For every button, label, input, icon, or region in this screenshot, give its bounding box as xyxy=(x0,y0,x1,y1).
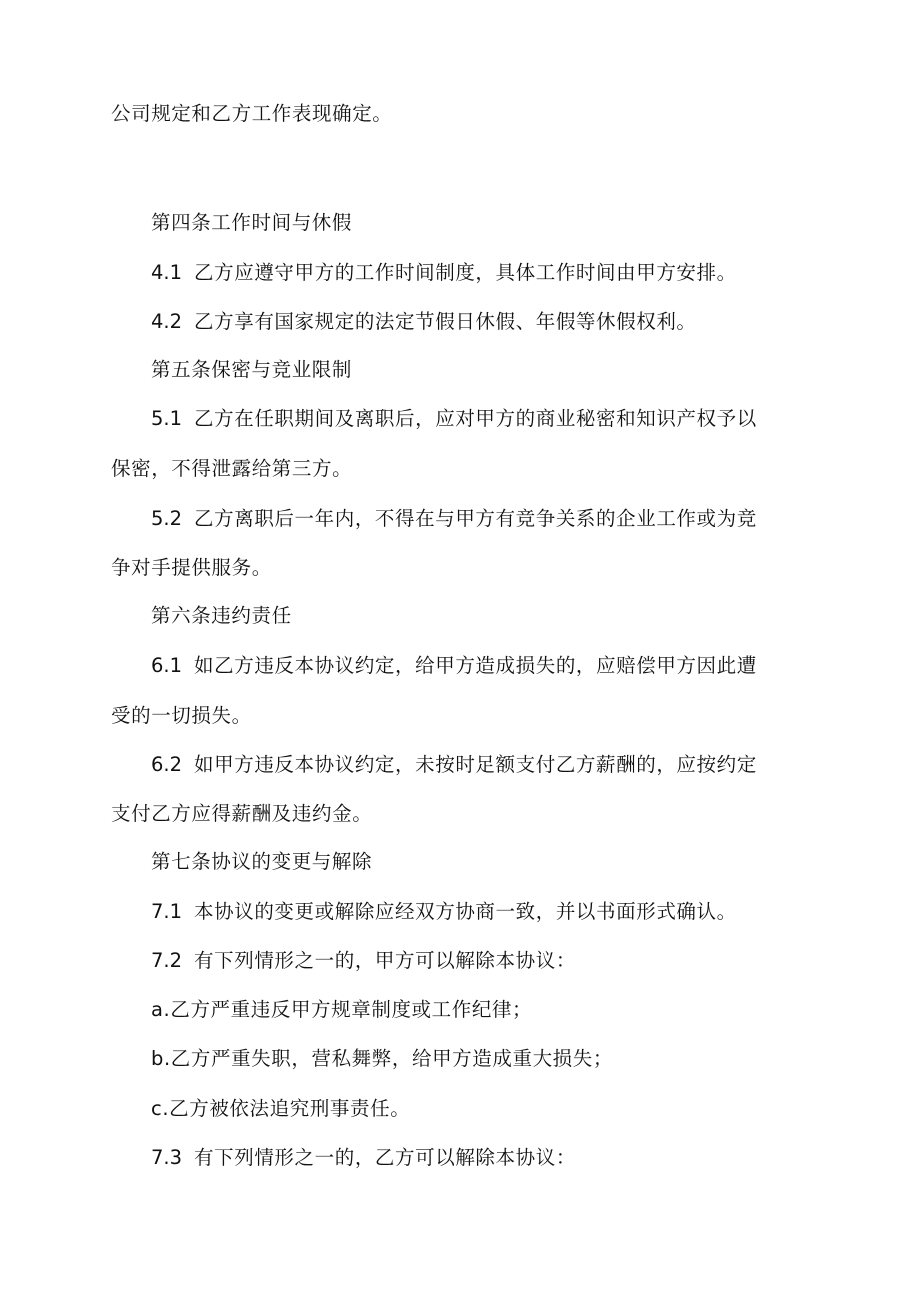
article-4-title xyxy=(151,210,352,236)
clause-number: 5.1 xyxy=(151,407,183,430)
text: 公司规定和乙方工作表现确定。 xyxy=(111,102,393,125)
text: 争对手提供服务。 xyxy=(111,556,272,579)
clause-text: 乙方在任职期间及离职后，应对甲方的商业秘密和知识产权予以 xyxy=(194,407,757,430)
clause-number: 6.2 xyxy=(151,753,183,776)
article-7-title xyxy=(151,849,372,875)
clause-7-1 xyxy=(151,899,737,925)
clause-6-1 xyxy=(151,653,757,679)
clause-6-2 xyxy=(151,752,757,778)
article-5-title xyxy=(151,357,352,383)
clause-number: 7.2 xyxy=(151,949,183,972)
text: b.乙方严重失职，营私舞弊，给甲方造成重大损失； xyxy=(151,1047,613,1070)
clause-text: 如乙方违反本协议约定，给甲方造成损失的，应赔偿甲方因此遭 xyxy=(194,654,757,677)
text: 保密，不得泄露给第三方。 xyxy=(111,457,353,480)
clause-number: 4.1 xyxy=(151,261,183,284)
clause-7-2-item-a xyxy=(151,997,532,1023)
clause-text: 有下列情形之一的，甲方可以解除本协议： xyxy=(194,949,576,972)
text: 第四条工作时间与休假 xyxy=(151,211,353,234)
text: 支付乙方应得薪酬及违约金。 xyxy=(111,802,373,825)
clause-5-2-continuation xyxy=(111,555,272,581)
clause-text: 有下列情形之一的，乙方可以解除本协议： xyxy=(194,1146,576,1169)
clause-7-2-item-c xyxy=(151,1096,410,1122)
clause-4-2 xyxy=(151,309,697,335)
article-6-title xyxy=(151,603,292,629)
clause-text: 乙方离职后一年内，不得在与甲方有竞争关系的企业工作或为竞 xyxy=(194,507,757,530)
text: 第六条违约责任 xyxy=(151,604,292,627)
clause-7-2-item-b xyxy=(151,1046,613,1072)
clause-number: 5.2 xyxy=(151,507,183,530)
clause-text: 本协议的变更或解除应经双方协商一致，并以书面形式确认。 xyxy=(194,900,737,923)
clause-number: 7.3 xyxy=(151,1146,183,1169)
text: 第七条协议的变更与解除 xyxy=(151,850,373,873)
clause-7-3 xyxy=(151,1145,576,1171)
clause-5-1 xyxy=(151,406,757,432)
clause-text: 如甲方违反本协议约定，未按时足额支付乙方薪酬的，应按约定 xyxy=(194,753,757,776)
clause-7-2 xyxy=(151,948,576,974)
clause-number: 7.1 xyxy=(151,900,183,923)
text: 第五条保密与竞业限制 xyxy=(151,358,353,381)
clause-5-1-continuation xyxy=(111,456,352,482)
clause-number: 4.2 xyxy=(151,310,183,333)
clause-number: 6.1 xyxy=(151,654,183,677)
text: c.乙方被依法追究刑事责任。 xyxy=(151,1097,411,1120)
paragraph-continuation xyxy=(111,101,392,127)
clause-text: 乙方享有国家规定的法定节假日休假、年假等休假权利。 xyxy=(194,310,697,333)
clause-text: 乙方应遵守甲方的工作时间制度，具体工作时间由甲方安排。 xyxy=(194,261,737,284)
clause-6-1-continuation xyxy=(111,703,252,729)
text: a.乙方严重违反甲方规章制度或工作纪律； xyxy=(151,998,533,1021)
clause-4-1 xyxy=(151,260,737,286)
clause-6-2-continuation xyxy=(111,801,372,827)
text: 受的一切损失。 xyxy=(111,704,252,727)
clause-5-2 xyxy=(151,506,757,532)
